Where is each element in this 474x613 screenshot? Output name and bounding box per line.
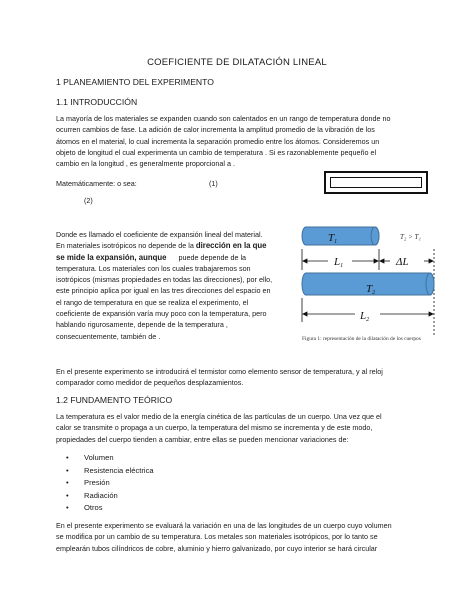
tube-t1 xyxy=(302,227,379,245)
text-line: objeto de longitud el cual experimenta un cambio de temperatura . Si es razonablemente pequeño el xyxy=(56,147,377,157)
sensor-paragraph xyxy=(56,366,383,389)
evaluation-paragraph xyxy=(56,520,392,554)
text-line: comparador como medidor de pequeños desplazamientos. xyxy=(56,378,244,388)
emphasis-text: dirección en la que xyxy=(195,241,267,251)
delta-l-label: ΔL xyxy=(396,256,409,268)
temperature-relation: T₂ > T₁ xyxy=(400,233,421,241)
equation-number-1: (1) xyxy=(209,179,218,188)
text-span: En materiales isotrópicos no depende de la xyxy=(56,241,194,251)
l2-label: L2 xyxy=(360,310,370,323)
text-line: temperatura. Los materiales con los cuales trabajaremos son xyxy=(56,263,251,273)
text-line: el rango de temperatura en que se realiza el experimento, el xyxy=(56,297,249,307)
intro-paragraph xyxy=(56,113,390,169)
l1-label: L1 xyxy=(334,256,344,269)
theory-paragraph xyxy=(56,411,382,445)
alpha-paragraph xyxy=(56,229,272,342)
equation-number-2: (2) xyxy=(84,196,93,205)
text-line: átomos en el material, lo cual incrementa la separación promedio entre los átomos. Consideremos un xyxy=(56,136,380,146)
list-item: • Volumen xyxy=(66,453,114,462)
list-item: • Resistencia eléctrica xyxy=(66,465,154,475)
text-line: este principio aplica por igual en las tres direcciones del espacio en xyxy=(56,286,271,296)
t1-label: T1 xyxy=(328,232,338,245)
text-line: emplearán tubos cilíndricos de cobre, aluminio y hierro galvanizado, por cuyo interior se hará circular xyxy=(56,543,378,553)
text-line xyxy=(56,240,272,251)
text-line: ocurren cambios de fase. La adición de calor incrementa la amplitud promedio de la vibración de los xyxy=(56,125,375,135)
text-line: cambio en la longitud , es generalmente proporcional a . xyxy=(56,159,235,169)
list-item: • Otros xyxy=(66,503,103,512)
text-line: hablando rigurosamente, depende de la temperatura , xyxy=(56,320,228,330)
text-line: La temperatura es el valor medio de la energía cinética de las partículas de un cuerpo. Una vez que el xyxy=(56,412,382,421)
text-line: calor se transmite o propaga a un cuerpo, la temperatura del mismo se incrementa y de este modo, xyxy=(56,423,373,433)
t2-label: T2 xyxy=(366,283,376,296)
list-item: • Radiación xyxy=(66,490,118,500)
math-label: Matemáticamente: o sea: xyxy=(56,179,137,188)
text-line: Donde es llamado el coeficiente de expansión lineal del material. xyxy=(56,230,263,239)
text-line: La mayoría de los materiales se expanden cuando son calentados en un rango de temperatura donde no xyxy=(56,114,391,123)
text-line: consecuentemente, también de . xyxy=(56,331,161,341)
text-line: En el presente experimento se introducirá el termistor como elemento sensor de temperatura, y al reloj xyxy=(56,367,383,376)
section-heading-1-1: 1.1 INTRODUCCIÓN xyxy=(56,97,138,107)
emphasis-text: se mide la expansión, aunque xyxy=(56,252,167,262)
dilatation-figure xyxy=(300,222,450,347)
text-line xyxy=(56,252,272,263)
property-list xyxy=(62,452,154,515)
section-heading-1-2: 1.2 FUNDAMENTO TEÓRICO xyxy=(56,395,173,405)
list-item: • Presión xyxy=(66,478,110,487)
text-line: coeficiente de expansión varía muy poco con la temperatura, pero xyxy=(56,309,267,319)
figure-caption: Figura 1: representación de la dilatación de los cuerpos xyxy=(302,336,421,342)
text-span: puede depende de la xyxy=(178,252,247,262)
section-heading-1: 1 PLANEAMIENTO DEL EXPERIMENTO xyxy=(56,77,214,87)
equation-box xyxy=(324,171,428,194)
text-line: se modifica por un cambio de su temperatura. Los metales son materiales isotrópicos, por lo tanto se xyxy=(56,532,378,542)
page-title: COEFICIENTE DE DILATACIÓN LINEAL xyxy=(147,57,327,68)
text-line: En el presente experimento se evaluará la variación en una de las longitudes de un cuerpo cuyo volumen xyxy=(56,521,392,530)
text-line: propiedades del cuerpo tienden a cambiar, entre ellas se pueden mencionar variaciones de: xyxy=(56,434,349,444)
text-line: isotrópicos (mismas propiedades en todas las direcciones), por ello, xyxy=(56,275,273,285)
